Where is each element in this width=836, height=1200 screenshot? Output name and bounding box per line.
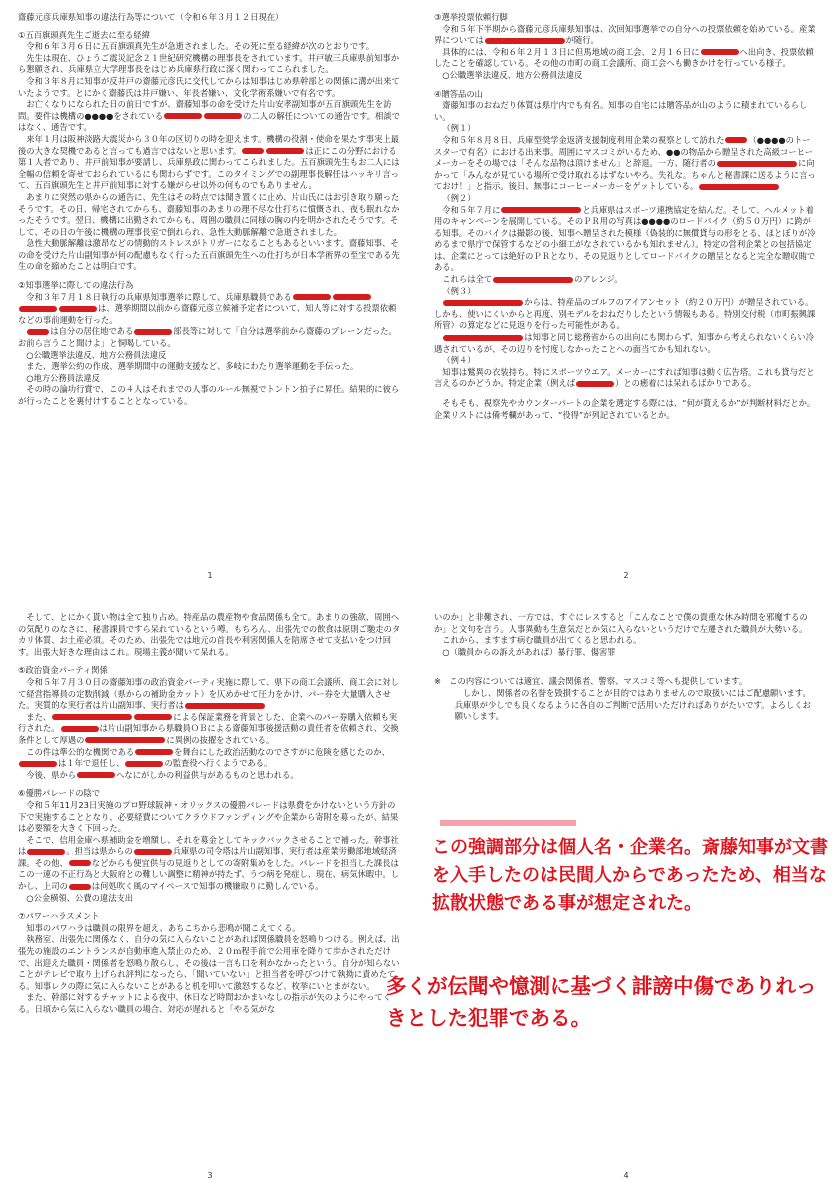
paragraph: この件は準公的な機関である を舞台にした政治活動なのでさすがに危険を感じたのか、は１年で退任し、 の監査役へ行くようである。	[18, 747, 402, 770]
redaction-mark	[59, 306, 97, 312]
paragraph: 具体的には、令和６年２月１３日に但馬地域の商工会、２月１６日に へ出向き、投票依頼したことを確認している。その他の市町の商工会議所、商工会へも働きかけを行っている様子。	[434, 46, 814, 69]
section-7-heading: ⑦パワーハラスメント	[18, 911, 100, 922]
section-2-heading: ②知事選挙に際しての違法行為	[18, 280, 134, 291]
paragraph: また、幹部に対するチャットによる夜中、休日など時間おかまいなしの指示が矢のようにやってくる。日頃から気に入らない職員の場合、対応が遅れると「やる気がな	[18, 992, 392, 1014]
paragraph: 令和５年８月８日、兵庫型奨学金返済支援制度利用企業の視察として訪れた （●●●●のトースターで有名）における出来事。周囲にマスコミがいるため、●●の物品から贈呈された高級コーヒーメーカーをその場では「そんな品物は頂けません」と辞退。一方、随行者の に向かって「みんなが見ている場所で受け取れるはずないやろ。失礼な。ちゃんと秘書課に送るように言っておけ！」と指示。後日、無事にコーヒーメーカーをゲットしている。	[434, 134, 816, 192]
paragraph: そもそも、視察先やカウンターパートの企業を選定する際には、“何が貰えるか”が判断材料だとか。企業リストには備考欄があって、“役得”が列記されているとか。	[434, 398, 816, 420]
paragraph: からは、特産品のゴルフのアイアンセット（約２０万円）が贈呈されている。しかも、使いにくいからと再度、別モデルをおねだりしたという情報もある。特別交付税（市町振興課所管）の算定などに見返りを行った可能性がある。	[434, 297, 816, 331]
paragraph: また、選挙公約の作成、選挙期間中の運動支援など、多岐にわたり選挙運動を手伝った。	[26, 361, 359, 372]
redaction-mark	[85, 737, 165, 743]
redaction-mark	[501, 207, 581, 213]
redaction-mark	[242, 148, 264, 154]
paragraph: は知事と同じ総務省からの出向にも関わらず、知事から考えられないくらい冷遇されているが、その辺りを忖度しなかったことへの面当てかも知れない。	[434, 332, 815, 354]
redaction-mark	[293, 294, 331, 300]
redaction-mark	[27, 329, 49, 335]
document-page-1	[8, 6, 412, 594]
law-violation-note: ○（職員からの訴えがあれば）暴行罪、傷害罪	[442, 646, 616, 657]
annotation-underline	[440, 820, 576, 826]
paragraph: 急性大動脈解離は激昂などの情動的ストレスがトリガーになることもあるといいます。齋藤知事、その命を受けた片山副知事が何の配慮もなく行った五百旗頭先生への仕打ちが日本学術界の至宝である先生の命を縮めたことは明白です。	[18, 238, 400, 272]
page-number: 1	[207, 571, 213, 580]
paragraph: 令和５年下半期から齋藤元彦兵庫県知事は、次回知事選挙での自分への投票依頼を始めている。産業界については が随行。	[434, 23, 816, 46]
paragraph: 今後、県から へなにがしかの利益供与があるものと思われる。	[26, 769, 299, 780]
paragraph: 執務室、出張先に関係なく、自分の気に入らないことがあれば関係職員を怒鳴りつける。例えば、出張先の施設のエントランスが自動車進入禁止のため、２０ｍ程手前で公用車を降りて歩かされただけで、出迎えた職員・関係者を怒鳴り散らし、その後は一言も口を利かなかったという。自分が知らないことがテレビで取り上げられ評判になったら、「聞いていない」と担当者を呼びつけて執拗に責めたてる。知事レクの際に気に入らないことがあると机を叩いて激怒するなど、枚挙にいとまがない。	[18, 934, 400, 991]
redaction-mark	[77, 772, 115, 778]
section-4-heading: ④贈答品の山	[434, 88, 483, 99]
annotation-note-2: 多くが伝聞や憶測に基づく誹謗中傷でありれっきとした犯罪である。	[386, 974, 817, 1030]
disclaimer-heading: ※ この内容については適宜、議会関係者、警察、マスコミ等へも提供しています。	[434, 676, 748, 687]
redaction-mark	[493, 277, 573, 283]
example-label: （例４）	[442, 355, 476, 366]
redaction-mark	[443, 300, 523, 306]
paragraph: いのか」と非難され、一方では、すぐにレスすると「こんなことで僕の貴重な休み時間を邪魔するのか」と文句を言う。人事異動も生意気だとか気に入らないというだけで左遷された職員が大勢いる。	[434, 612, 808, 634]
section-1-heading: ①五百旗頭真先生ご逝去に至る経緯	[18, 29, 150, 40]
page-number: 2	[623, 571, 629, 580]
redaction-mark	[443, 335, 523, 341]
section-5-heading: ⑤政治資金パーティ関係	[18, 665, 108, 676]
redaction-mark	[69, 860, 91, 866]
paragraph: 来年１月は阪神淡路大震災から３０年の区切りの時を迎えます。機構の役割・使命を果たす事実上最後の大きな契機であると言っても過言ではないと思います。 は正にこの分野における第１人者であり、井戸前知事が要請し、兵庫県政に関わってこられました。五百旗頭先生もお二人には全幅の信頼を寄せておられているにも関わらずです。このタイミングでの副理事長解任はハッキリ言って、五百旗頭先生と井戸前知事に対する嫌がらせ以外の何ものでもありません。	[18, 133, 400, 191]
redaction-mark	[19, 306, 57, 312]
paragraph: あまりに突然の県からの通告に、先生はその時点では聞き置くに止め、片山氏にはお引き取り願ったそうです。その日、帰宅されてからも、齋藤知事のあまりの理不尽な仕打ちに憤慨され、夜も眠れなかったそうです。翌日、機構に出勤されてからも、周囲の職員に同様の胸の内を明かされたそうです。そして、その日の午後に機構の理事長室で倒れられ、急性大動脈解離で急逝されました。	[18, 191, 400, 237]
paragraph: その時の論功行賞で、この４人はそれまでの人事のルール無視でトントン拍子に昇任。結果的に彼らが行ったことを裏付けすることとなっている。	[18, 384, 400, 406]
law-violation-note: ○公職選挙法違反、地方公務員法違反	[442, 69, 583, 80]
redaction-mark	[134, 714, 172, 720]
example-label: （例１）	[442, 123, 476, 134]
redaction-mark	[576, 381, 614, 387]
paragraph: 先生は現在、ひょうご震災記念２１世紀研究機構の理事長をされています。井戸敏三兵庫県前知事から懇願され、兵庫県立大学理事長をはじめ兵庫県行政に深く関わってこられました。	[18, 52, 399, 75]
law-violation-note: ○地方公務員法違反	[26, 372, 100, 383]
law-violation-note: ○公金横領、公費の違法支出	[26, 892, 134, 903]
paragraph: 知事のパワハラは職員の限界を超え、あちこちから悲鳴が聞こえてくる。	[26, 922, 301, 933]
paragraph: は自分の居住地である 部長等に対して「自分は選挙前から齋藤のブレーンだった。お前ら言うこと聞けよ」と恫喝している。	[18, 326, 397, 349]
page-number: 3	[207, 1171, 213, 1180]
law-violation-note: ○公職選挙法違反、地方公務員法違反	[26, 349, 167, 360]
disclaimer-text: しかし、関係者の名誉を毀損することが目的ではありませんので取扱いにはご配慮願います。兵庫県が少しでも良くなるように各自のご判断で活用いただければありがたいです。よろしくお願いします。	[454, 687, 811, 722]
paragraph: 令和５年11月23日実施のプロ野球阪神・オリックスの優勝パレードは県費をかけないという方針の下で実施することとなり、必要経費についてクラウドファンディングや企業から寄附を募ったが、結果は必要額を大きく下回った。	[18, 799, 399, 834]
paragraph: そして、とにかく貰い物は全て独り占め。特産品の農産物や食品関係も全て。あまりの強欲、周囲への気配りのなさに、秘書課員ですら呆れているという噂。もちろん、出張先での飲食は原則ご馳走のタカリ体質、お土産必須。そのため、出張先では地元の首長や利害関係人を陪席させて支払いをつけ回す。出張大好きな理由はこれ。現場主義が聞いて呆れる。	[18, 612, 401, 657]
document-page-3	[8, 606, 412, 1194]
redaction-mark	[266, 148, 304, 154]
redaction-mark	[717, 161, 797, 167]
redaction-mark	[125, 761, 163, 767]
document-title: 齋藤元彦兵庫県知事の違法行為等について（令和６年３月１２日現在）	[18, 12, 284, 22]
paragraph: 令和５年７月に と兵庫県はスポーツ連携協定を結んだ。そして、ヘルメット着用のキャンペーンを展開している。そのＰＲ用の写真は●●●●のロードバイク（約５０万円）に跨がる知事。そのバイクは撮影の後、知事へ贈呈された模様（偽装的に無償貸与の形をとる、ほとぼりが冷めるまで県庁で保管するなどの小細工がなされているかも知れません）。特定の営利企業との包括協定は、企業にとっては絶好のＰＲとなり、その見返りとしてロードバイクの贈呈となると完全な贈収賄である。	[434, 204, 816, 273]
redaction-mark	[134, 849, 172, 855]
redaction-mark	[27, 849, 65, 855]
redaction-mark	[19, 761, 57, 767]
paragraph: 令和３年８月に知事が反井戸の齋藤元彦氏に交代してからは知事はじめ県幹部との関係に溝が出来ていたようです。とにかく齋藤氏は井戸嫌い、年長者嫌い、文化学術系嫌いで有名です。	[18, 75, 400, 98]
example-label: （例３）	[442, 285, 476, 296]
redaction-mark	[61, 726, 99, 732]
paragraph: これらは全て のアレンジ。	[442, 274, 623, 285]
paragraph: お亡くなりになられた日の前日ですが、齋藤知事の命を受けた片山安孝副知事が五百旗頭先生を訪問。要件は機構の●●●●をされている の二人の解任についての通告です。相談ではなく、通告です。	[18, 99, 400, 133]
paragraph: 令和６年３月６日に五百旗頭真先生が急逝されました。その死に至る経緯が次のとおりです。	[26, 41, 375, 52]
annotation-note-1: この強調部分は個人名・企業名。斎藤知事が文書を入手したのは民間人からであったため、相当な拡散状態である事が想定された。	[432, 837, 828, 914]
redaction-mark	[333, 294, 371, 300]
redaction-mark	[185, 703, 265, 709]
redaction-mark	[725, 137, 747, 143]
paragraph: 齋藤知事のおねだり体質は県庁内でも有名。知事の自宅には贈答品が山のように積まれているらしい。	[434, 100, 808, 122]
redaction-mark	[699, 184, 779, 190]
paragraph: 令和５年７月３０日の齋藤知事の政治資金パーティ実施に際して、県下の商工会議所、商工会に対して経営指導員の定数削減（県からの補助金カット）を仄めかせて圧力をかけ、パー券を大量購入させた。実質的な実行者は片山副知事、実行者は	[18, 676, 399, 711]
redaction-mark	[701, 49, 739, 55]
redaction-mark	[69, 884, 91, 890]
paragraph: そこで、信用金庫へ県補助金を増額し、それを募金としてキックバックさせることで補った。幹事社は 。担当は県からの 兵庫県の司令塔は片山副知事、実行者は産業労働部地域経済課。その他、 などからも便宜供与の見返りとしての寄附集めをした。パレードを担当した課長はこの一連の不正行為と大阪府との難しい調整に精神が持たず、うつ病を発症し、現在、病気休暇中。しかし、上司の は何処吹く風のマイペースで知事の機嫌取りに勤しんでいる。	[18, 834, 399, 892]
redaction-mark	[164, 113, 202, 119]
redaction-mark	[52, 714, 132, 720]
redaction-mark	[134, 329, 172, 335]
redaction-mark	[204, 113, 242, 119]
section-3-heading: ③選挙投票依頼行脚	[434, 12, 508, 22]
redaction-mark	[135, 749, 173, 755]
paragraph: 令和３年７月１８日執行の兵庫県知事選挙に際して、兵庫県職員であるは、選挙期間以前から齋藤元彦立候補予定者について、知人等に対する投票依頼などの事前運動を行った。	[18, 291, 397, 325]
paragraph: 知事は鷲異の衣装持ち。特にスポーツウエア。メーカーにすれば知事は動く広告塔。これも貸与だと言えるのかどうか。特定企業（例えば ）との癒着には呆れるばかりである。	[434, 366, 815, 389]
redaction-mark	[485, 38, 565, 44]
example-label: （例２）	[442, 192, 476, 203]
section-6-heading: ⑥優勝パレードの陰で	[18, 788, 101, 799]
document-page-2	[424, 6, 828, 594]
paragraph: これから、ますます病む職員が出てくると思われる。	[442, 635, 642, 646]
paragraph: また、 による保証業務を背景とした、企業へのパー券購入依頼も実行された。 は片山副知事から県職員ＯＢによる齋藤知事後援活動の責任者を依頼され、交換条件として厚遇の に異例の抜擢をされている。	[18, 711, 399, 745]
page-number: 4	[623, 1171, 629, 1180]
